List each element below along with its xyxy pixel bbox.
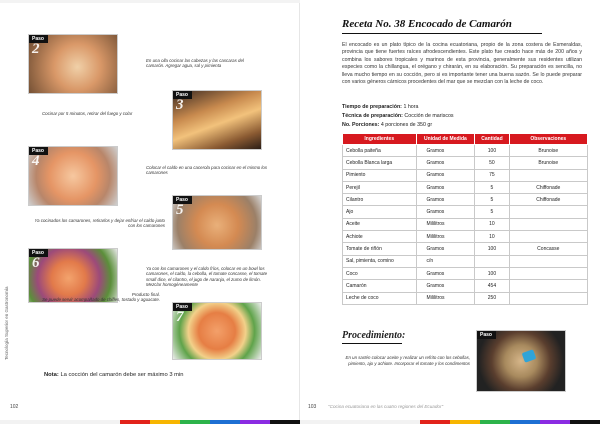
observation-cell [509, 292, 587, 304]
step-2-photo [28, 34, 118, 94]
ingredient-cell: Cebolla Blanca larga [343, 157, 417, 169]
observation-cell: Brunoise [509, 145, 587, 157]
bottom-color-bar [0, 420, 300, 424]
ingredient-cell: Coco [343, 267, 417, 279]
table-row [343, 206, 588, 218]
step-4-photo [28, 146, 118, 206]
step-number: 4 [32, 153, 40, 169]
step-7-caption: Producto final. Se puede servir acompañado de chifles, tostado y aguacate. [42, 292, 160, 303]
step-tag: Paso [173, 91, 192, 99]
prep-technique [342, 113, 454, 119]
footer-text: "Cocina ecuatoriana en las cuatro regiones del Ecuador" [328, 404, 444, 409]
step-number: 7 [176, 309, 184, 325]
step-1-caption: En un sartén colocar aceite y realizar un refrito con los cebollas, pimiento, ajo y achiote. Incorporar el tomate y los condimentos [345, 355, 470, 366]
observation-cell [509, 255, 587, 267]
table-row [343, 267, 588, 279]
step-tag: Paso [477, 331, 496, 339]
ingredient-cell: Pimiento [343, 169, 417, 181]
recipe-title: Receta No. 38 Encocado de Camarón [342, 18, 512, 30]
table-row [343, 218, 588, 230]
table-row [343, 292, 588, 304]
prep-time [342, 104, 418, 110]
table-header-row [343, 134, 588, 145]
top-stripe [0, 0, 300, 3]
step-3-caption: Cocinar por 5 minutos, retirar del fuego y colar [42, 111, 133, 116]
unit-cell: Mililitros [416, 231, 475, 243]
unit-cell: Gramos [416, 145, 475, 157]
unit-cell: Gramos [416, 157, 475, 169]
observation-cell: Chiffonade [509, 194, 587, 206]
ingredient-cell: Ajo [343, 206, 417, 218]
step-7-photo [172, 302, 262, 360]
procedure-title: Procedimiento: [342, 330, 406, 341]
header-unidad: Unidad de Medida [416, 134, 475, 145]
right-page [300, 0, 600, 424]
observation-cell [509, 231, 587, 243]
unit-cell: Gramos [416, 169, 475, 181]
ingredient-cell: Aceite [343, 218, 417, 230]
table-row [343, 194, 588, 206]
prep-value: 1 hora [403, 104, 419, 110]
spatula-icon [522, 349, 537, 363]
quantity-cell: 75 [475, 169, 509, 181]
portions-label: No. Porciones: [342, 122, 380, 128]
quantity-cell: 100 [475, 243, 509, 255]
portions [342, 122, 432, 128]
unit-cell: Gramos [416, 194, 475, 206]
tech-value: Cocción de mariscos [404, 113, 454, 119]
portions-value: 4 porciones de 350 gr [380, 122, 433, 128]
quantity-cell: 250 [475, 292, 509, 304]
table-row [343, 145, 588, 157]
procedure-underline [342, 343, 402, 344]
tech-label: Técnica de preparación: [342, 113, 403, 119]
step-tag: Paso [29, 35, 48, 43]
ingredient-cell: Leche de coco [343, 292, 417, 304]
observation-cell [509, 206, 587, 218]
observation-cell [509, 267, 587, 279]
step-number: 2 [32, 41, 40, 57]
step-5-photo [172, 195, 262, 250]
step-2-caption: En una olla cocinar las cabezas y las cascaras del camarón. Agregar agua, sal y pimienta [146, 58, 244, 69]
step-number: 6 [32, 255, 40, 271]
quantity-cell [475, 255, 509, 267]
step-4-caption: Colocar el caldo en una cacerola para cocinar en el mismo los camarones [146, 165, 268, 176]
note [44, 372, 184, 378]
step-tag: Paso [173, 196, 192, 204]
ingredient-cell: Tomate de riñón [343, 243, 417, 255]
title-underline [342, 33, 542, 34]
unit-cell: Gramos [416, 267, 475, 279]
table-row [343, 255, 588, 267]
quantity-cell: 10 [475, 231, 509, 243]
prep-label: Tiempo de preparación: [342, 104, 402, 110]
step-number: 5 [176, 202, 184, 218]
table-row [343, 231, 588, 243]
table-row [343, 280, 588, 292]
bottom-color-bar-right [300, 420, 600, 424]
observation-cell: Brunoise [509, 157, 587, 169]
ingredient-cell: Achiote [343, 231, 417, 243]
header-ingredientes: Ingredientes [343, 134, 417, 145]
quantity-cell: 454 [475, 280, 509, 292]
observation-cell: Chiffonade [509, 181, 587, 193]
quantity-cell: 100 [475, 145, 509, 157]
unit-cell: Mililitros [416, 292, 475, 304]
observation-cell: Concasse [509, 243, 587, 255]
quantity-cell: 5 [475, 181, 509, 193]
ingredients-table [342, 133, 588, 305]
quantity-cell: 10 [475, 218, 509, 230]
ingredient-cell: Camarón [343, 280, 417, 292]
step-tag: Paso [29, 147, 48, 155]
table-row [343, 181, 588, 193]
header-observaciones: Observaciones [509, 134, 587, 145]
step-3-photo [172, 90, 262, 150]
table-row [343, 169, 588, 181]
recipe-intro: El encocado es un plato típico de la cocina ecuatoriana, propio de la zona costera de Esmeraldas, provincia que tiene fuertes raíces afrodescendientes. Este plato fue creado hace más de 200 años y combina los sabores tropicales y marinos de esta provincia, generalmente sus residentes utilizan especies como la chillangua, el orégano y chirarán, en su elaboración. Su preparación es sencilla, no lleva mucho tiempo en su cocción, pero si es importante tener una buena sazón. Se lo puede preparar con varios géneros cárnicos procedentes del mar que se mezclan con la leche de coco. [342, 42, 582, 86]
table-row [343, 243, 588, 255]
table-row [343, 157, 588, 169]
step-tag: Paso [29, 249, 48, 257]
ingredient-cell: Cebolla paiteña [343, 145, 417, 157]
step-number: 3 [176, 97, 184, 113]
unit-cell: Gramos [416, 206, 475, 218]
unit-cell: Gramos [416, 181, 475, 193]
quantity-cell: 100 [475, 267, 509, 279]
quantity-cell: 50 [475, 157, 509, 169]
vertical-label: Tecnología Superior en Gastronomía [4, 286, 9, 360]
unit-cell: c/n [416, 255, 475, 267]
note-text: La cocción del camarón debe ser máximo 3 min [60, 372, 184, 378]
quantity-cell: 5 [475, 194, 509, 206]
ingredient-cell: Perejil [343, 181, 417, 193]
step-6-caption: Ya con los camarones y el caldo fríos, colocar en un bowl los camarones, el caldo, la cebolla, el tomate concasse, el tomate small dice, el cilantro, el jugo de naranja, el zumo de limón. Mezclar homogéneamente [146, 266, 268, 288]
page-number-right: 103 [308, 404, 317, 410]
ingredient-cell: Sal, pimienta, comino [343, 255, 417, 267]
note-label: Nota: [44, 372, 59, 378]
observation-cell [509, 218, 587, 230]
observation-cell [509, 280, 587, 292]
observation-cell [509, 169, 587, 181]
unit-cell: Mililitros [416, 218, 475, 230]
unit-cell: Gramos [416, 280, 475, 292]
step-5-caption: Ya cocinados los camarones, retirarlos y dejar enfriar el caldo junto con los camarones [34, 218, 165, 229]
unit-cell: Gramos [416, 243, 475, 255]
quantity-cell: 5 [475, 206, 509, 218]
ingredient-cell: Cilantro [343, 194, 417, 206]
step-tag: Paso [173, 303, 192, 311]
header-cantidad: Cantidad [475, 134, 509, 145]
page-number-left: 102 [10, 404, 19, 410]
step-1-photo [476, 330, 566, 392]
